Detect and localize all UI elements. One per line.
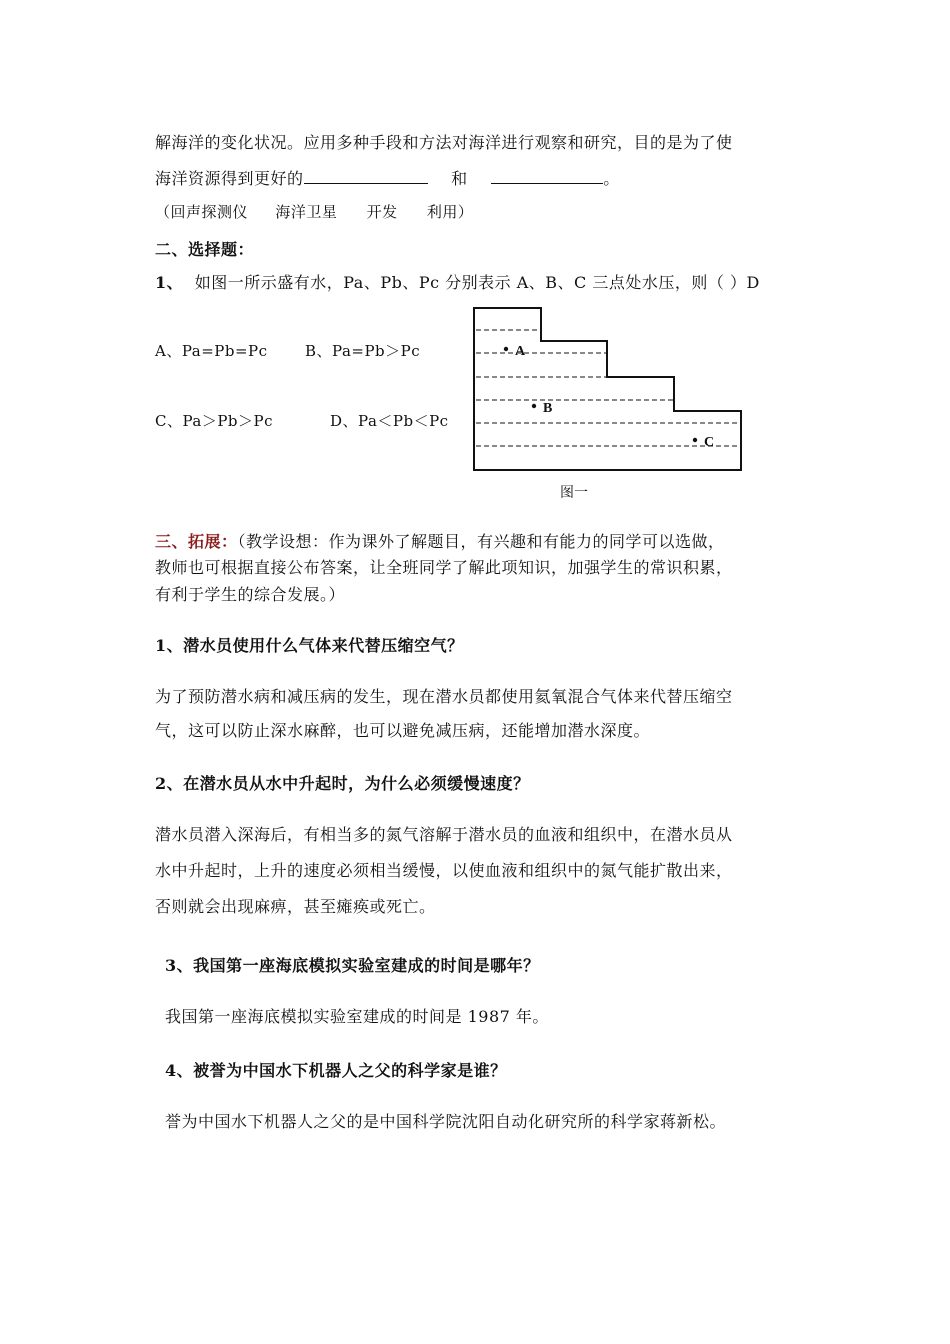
hint-item: 海洋卫星 (275, 203, 338, 221)
hint-close: ） (457, 203, 474, 221)
intro-line-2-and: 和 (451, 169, 468, 188)
intro-hint (155, 201, 473, 222)
section-3-intro (155, 529, 725, 552)
extension-answer-2-line-3: 否则就会出现麻痹，甚至瘫痪或死亡。 (155, 897, 436, 916)
section-3-desc-3: 有利于学生的综合发展。） (155, 585, 346, 604)
extension-answer-2-line-2: 水中升起时，上升的速度必须相当缓慢，以使血液和组织中的氮气能扩散出来， (155, 861, 733, 880)
extension-answer-1-line-2: 气，这可以防止深水麻醉，也可以避免减压病，还能增加潜水深度。 (155, 721, 651, 740)
hint-item: 开发 (366, 203, 398, 221)
extension-question-3: 3、我国第一座海底模拟实验室建成的时间是哪年？ (165, 956, 540, 975)
section-3-desc-1: （教学设想：作为课外了解题目，有兴趣和有能力的同学可以选做， (237, 532, 725, 551)
extension-question-2: 2、在潜水员从水中升起时，为什么必须缓慢速度？ (155, 774, 530, 793)
hint-item: 回声探测仪 (170, 203, 249, 221)
extension-answer-3: 我国第一座海底模拟实验室建成的时间是 1987 年。 (165, 1007, 549, 1026)
point-c-dot (693, 438, 697, 442)
hint-open: （ (155, 203, 171, 221)
extension-question-4: 4、被誉为中国水下机器人之父的科学家是谁？ (165, 1061, 507, 1080)
section-3-title: 三、拓展： (155, 532, 238, 551)
extension-answer-4: 誉为中国水下机器人之父的是中国科学院沈阳自动化研究所的科学家蒋新松。 (165, 1112, 727, 1131)
intro-line-1: 解海洋的变化状况。应用多种手段和方法对海洋进行观察和研究，目的是为了使 (155, 133, 733, 152)
question-1-number: 1、 (155, 273, 184, 292)
section-3-desc-2: 教师也可根据直接公布答案，让全班同学了解此项知识，加强学生的常识积累， (155, 558, 733, 577)
point-b-label: B (543, 401, 553, 416)
point-a-label: A (515, 344, 526, 359)
question-1 (155, 270, 760, 293)
option-c[interactable]: C、Pa＞Pb＞Pc (155, 412, 274, 430)
figure-water-container (470, 305, 750, 505)
figure-caption: 图一 (560, 486, 588, 501)
hint-item: 利用 (426, 203, 458, 221)
extension-answer-2-line-1: 潜水员潜入深海后，有相当多的氮气溶解于潜水员的血液和组织中，在潜水员从 (155, 825, 733, 844)
option-a[interactable]: A、Pa=Pb=Pc (155, 342, 268, 360)
point-b-dot (532, 404, 536, 408)
extension-answer-1-line-1: 为了预防潜水病和减压病的发生，现在潜水员都使用氦氧混合气体来代替压缩空 (155, 687, 733, 706)
intro-line-2-prefix: 海洋资源得到更好的 (155, 169, 304, 188)
point-a-dot (504, 347, 508, 351)
answer-blank-1[interactable] (304, 169, 428, 184)
point-c-label: C (704, 435, 715, 450)
answer-blank-2[interactable] (491, 169, 603, 184)
option-d[interactable]: D、Pa＜Pb＜Pc (330, 412, 449, 430)
section-2-title: 二、选择题： (155, 240, 255, 259)
intro-line-2 (155, 166, 620, 189)
question-1-text: 如图一所示盛有水，Pa、Pb、Pc 分别表示 A、B、C 三点处水压，则（ ）D (194, 273, 760, 292)
intro-line-2-end: 。 (603, 169, 620, 188)
extension-question-1: 1、潜水员使用什么气体来代替压缩空气？ (155, 636, 464, 655)
option-b[interactable]: B、Pa=Pb＞Pc (305, 342, 421, 360)
